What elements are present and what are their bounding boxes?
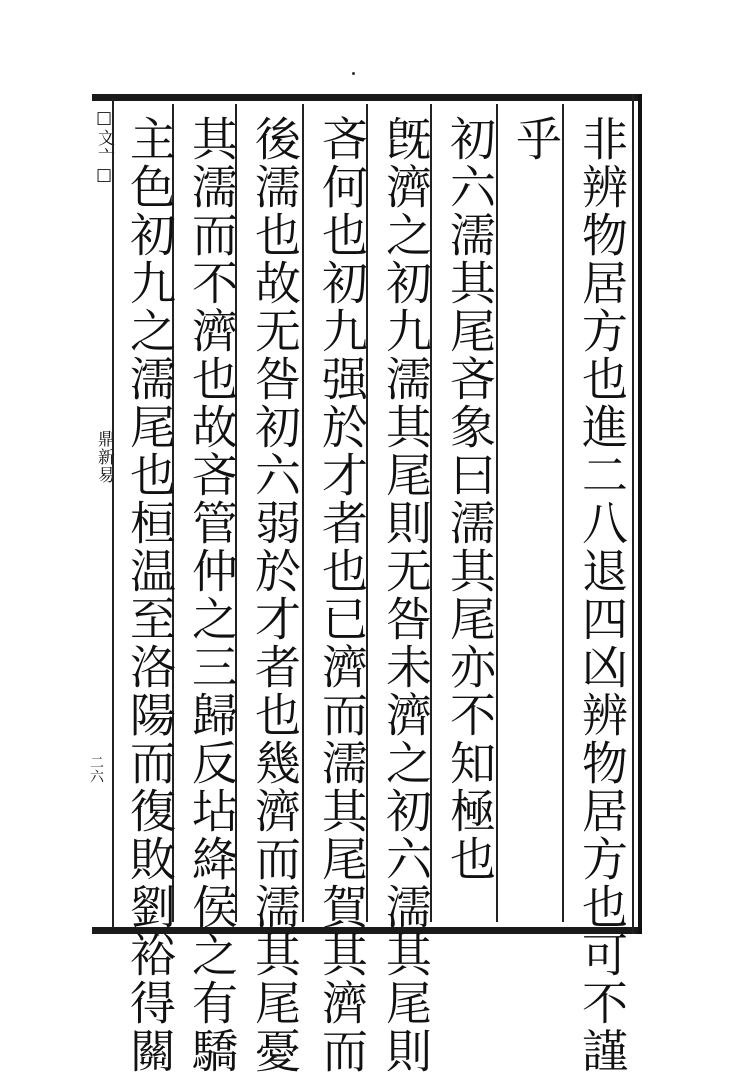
page-number: 二六 [88,755,104,783]
column-rule [112,104,114,922]
margin-strip [92,98,114,928]
text-column-3: 初六濡其尾吝象曰濡其尾亦不知極也 [443,115,497,883]
text-column-7: 其濡而不濟也故吝管仲之三歸反坫絳侯之有驕 [185,115,239,1075]
margin-header-chars: □文亠□ [94,108,114,186]
ink-speck [352,72,355,75]
text-column-6: 後濡也故无咎初六弱於才者也幾濟而濡其尾憂 [248,115,302,1075]
text-column-4: 旣濟之初九濡其尾則无咎未濟之初六濡其尾則 [379,115,433,1075]
text-column-2: 乎 [509,115,563,163]
right-border [632,94,642,934]
text-column-8: 主色初九之濡尾也桓温至洛陽而復敗劉裕得關 [123,115,177,1075]
column-rule [562,104,564,922]
text-column-5: 吝何也初九强於才者也已濟而濡其尾賀其濟而 [315,115,369,1075]
margin-book-title: 鼎新易 [94,430,114,484]
text-column-1: 非辨物居方也進二八退四凶辨物居方也可不謹 [575,115,629,1075]
